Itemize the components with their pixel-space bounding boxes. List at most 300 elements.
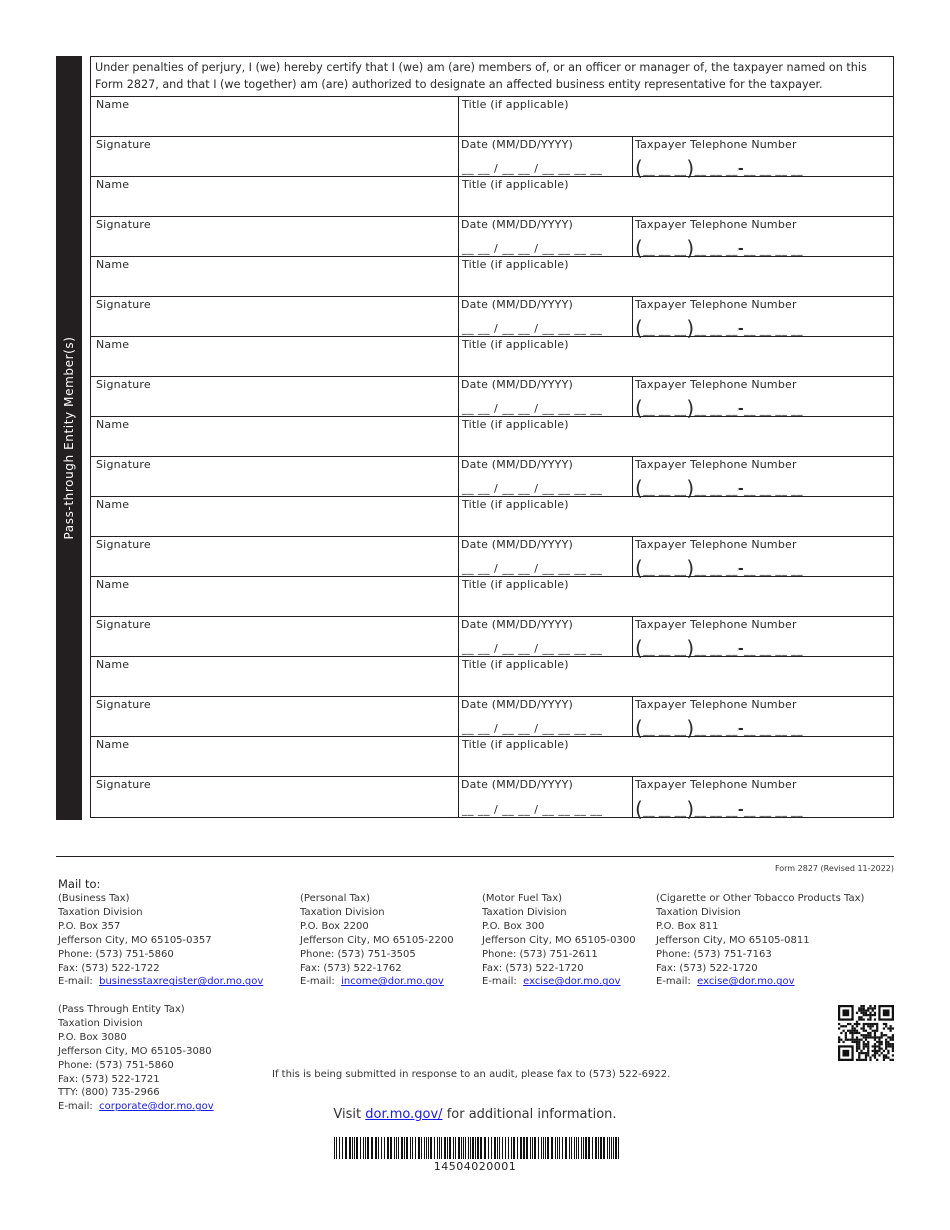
phone-field[interactable] — [633, 377, 893, 420]
barcode-bar — [352, 1137, 353, 1159]
title-label: Title (if applicable) — [462, 658, 569, 671]
qr-module — [854, 1039, 856, 1041]
qr-module — [854, 1030, 856, 1032]
barcode-bar — [434, 1137, 435, 1159]
name-field[interactable] — [91, 177, 459, 216]
address-personal-tax — [300, 892, 454, 989]
barcode-bar — [463, 1137, 464, 1159]
qr-module — [867, 1034, 869, 1036]
signature-field[interactable] — [91, 217, 459, 256]
qr-module — [872, 1025, 874, 1027]
barcode-bar — [360, 1137, 361, 1159]
phone-prefix-blank: __ __ __ — [694, 563, 738, 576]
phone-dash: - — [737, 161, 745, 177]
barcode-bar — [595, 1137, 597, 1159]
date-blank: __ __ / __ __ / __ __ __ __ — [462, 642, 603, 655]
qr-module — [867, 1048, 869, 1050]
barcode-bar — [387, 1137, 389, 1159]
qr-module — [876, 1025, 878, 1027]
name-field[interactable] — [91, 657, 459, 696]
member-signature-row — [91, 457, 893, 500]
qr-module — [858, 1023, 860, 1025]
qr-module — [863, 1018, 865, 1020]
address-box: P.O. Box 3080 — [58, 1031, 127, 1043]
phone-prefix-blank: __ __ __ — [694, 483, 738, 496]
phone-prefix-blank: __ __ __ — [694, 323, 738, 336]
qr-module — [863, 1045, 865, 1047]
qr-module — [887, 1041, 889, 1043]
barcode-bar — [356, 1137, 358, 1159]
barcode-bar — [334, 1137, 335, 1159]
address-box: P.O. Box 811 — [656, 920, 719, 932]
qr-module — [863, 1014, 865, 1016]
qr-module — [838, 1039, 840, 1041]
qr-module — [890, 1059, 892, 1061]
phone-field[interactable] — [633, 137, 893, 180]
qr-module — [874, 1039, 876, 1041]
barcode-bar — [526, 1137, 528, 1159]
website-link[interactable]: dor.mo.gov/ — [365, 1107, 443, 1122]
qr-module — [863, 1048, 865, 1050]
address-fax: Fax: (573) 522-1722 — [58, 962, 160, 974]
qr-module — [865, 1014, 867, 1016]
qr-module — [881, 1032, 883, 1034]
email-link[interactable]: excise@dor.mo.gov — [697, 976, 795, 988]
phone-field[interactable] — [633, 217, 893, 260]
date-label: Date (MM/DD/YYYY) — [461, 138, 573, 151]
signature-label: Signature — [96, 458, 151, 471]
phone-area-blank: __ __ __ — [643, 323, 687, 336]
qr-module — [874, 1043, 876, 1045]
qr-module — [878, 1048, 880, 1050]
title-field[interactable] — [459, 177, 893, 216]
barcode-bar — [543, 1137, 544, 1159]
qr-module — [890, 1043, 892, 1045]
qr-module — [858, 1039, 860, 1041]
qr-module — [892, 1059, 894, 1061]
email-link[interactable]: corporate@dor.mo.gov — [99, 1101, 214, 1113]
member-signature-row — [91, 217, 893, 260]
address-city: Jefferson City, MO 65105-2200 — [300, 934, 454, 946]
member-name-row — [91, 257, 893, 297]
qr-module — [856, 1045, 858, 1047]
phone-label: Taxpayer Telephone Number — [635, 218, 797, 231]
phone-prefix-blank: __ __ __ — [694, 804, 738, 817]
barcode-bar — [354, 1137, 355, 1159]
member-name-row — [91, 97, 893, 137]
barcode-bar — [415, 1137, 416, 1159]
address-division: Taxation Division — [482, 906, 567, 918]
audit-note: If this is being submitted in response to an audit, please fax to (573) 522-6922. — [272, 1069, 671, 1080]
name-field[interactable] — [91, 737, 459, 776]
qr-module — [860, 1039, 862, 1041]
title-field[interactable] — [459, 497, 893, 536]
qr-module — [874, 1005, 876, 1007]
name-label: Name — [96, 338, 130, 351]
member-signature-row — [91, 617, 893, 660]
barcode-bar — [574, 1137, 575, 1159]
address-box: P.O. Box 300 — [482, 920, 545, 932]
date-label: Date (MM/DD/YYYY) — [461, 618, 573, 631]
barcode-bar — [424, 1137, 425, 1159]
qr-module — [878, 1054, 880, 1056]
name-field[interactable] — [91, 497, 459, 536]
phone-close-paren: ) — [686, 396, 695, 420]
barcode-bar — [618, 1137, 619, 1159]
qr-module — [849, 1023, 851, 1025]
barcode-bar — [437, 1137, 438, 1159]
phone-dash: - — [737, 802, 745, 818]
barcode-bar — [609, 1137, 610, 1159]
qr-module — [856, 1012, 858, 1014]
signature-field[interactable] — [91, 297, 459, 336]
barcode-bar — [494, 1137, 496, 1159]
date-field[interactable] — [459, 617, 633, 656]
address-phone: Phone: (573) 751-2611 — [482, 948, 598, 960]
qr-module — [851, 1034, 853, 1036]
barcode-bar — [426, 1137, 427, 1159]
signature-field[interactable] — [91, 137, 459, 176]
phone-open-paren: ( — [635, 396, 644, 420]
name-label: Name — [96, 658, 130, 671]
qr-module — [876, 1041, 878, 1043]
qr-module — [872, 1023, 874, 1025]
phone-field[interactable] — [633, 457, 893, 500]
phone-field[interactable] — [633, 297, 893, 340]
signature-field[interactable] — [91, 537, 459, 576]
address-phone: Phone: (573) 751-3505 — [300, 948, 416, 960]
qr-module — [890, 1045, 892, 1047]
barcode-bar — [615, 1137, 617, 1159]
signature-field[interactable] — [91, 377, 459, 416]
phone-area-blank: __ __ __ — [643, 563, 687, 576]
phone-line-blank: __ __ __ __ — [744, 323, 803, 336]
phone-field[interactable] — [633, 617, 893, 660]
barcode-bar — [600, 1137, 602, 1159]
qr-module — [863, 1012, 865, 1014]
qr-module — [838, 1041, 840, 1043]
date-field[interactable] — [459, 217, 633, 256]
qr-module — [858, 1041, 860, 1043]
barcode-bar — [458, 1137, 460, 1159]
qr-module — [883, 1054, 885, 1056]
title-field[interactable] — [459, 657, 893, 696]
qr-module — [847, 1030, 849, 1032]
qr-module — [858, 1048, 860, 1050]
name-field[interactable] — [91, 257, 459, 296]
qr-module — [867, 1041, 869, 1043]
qr-module — [881, 1034, 883, 1036]
email-link[interactable]: businesstaxregister@dor.mo.gov — [99, 976, 264, 988]
qr-module — [858, 1045, 860, 1047]
qr-module — [874, 1036, 876, 1038]
signature-field[interactable] — [91, 697, 459, 736]
qr-module — [874, 1034, 876, 1036]
title-field[interactable] — [459, 257, 893, 296]
date-field[interactable] — [459, 137, 633, 176]
barcode-bar — [565, 1137, 567, 1159]
barcode-bar — [517, 1137, 518, 1159]
phone-line-blank: __ __ __ __ — [744, 403, 803, 416]
qr-module — [878, 1041, 880, 1043]
barcode-number: 14504020001 — [433, 1160, 517, 1173]
barcode-graphic — [334, 1137, 622, 1159]
name-label: Name — [96, 738, 130, 751]
barcode-bar — [375, 1137, 377, 1159]
phone-blank — [635, 318, 803, 338]
member-name-row — [91, 737, 893, 777]
name-label: Name — [96, 258, 130, 271]
barcode-bar — [508, 1137, 509, 1159]
visit-suffix: for additional information. — [442, 1107, 617, 1122]
qr-module — [867, 1032, 869, 1034]
date-field[interactable] — [459, 697, 633, 736]
qr-module — [872, 1045, 874, 1047]
date-field[interactable] — [459, 297, 633, 336]
email-link[interactable]: excise@dor.mo.gov — [523, 976, 621, 988]
qr-module — [887, 1027, 889, 1029]
name-field[interactable] — [91, 97, 459, 136]
date-field[interactable] — [459, 537, 633, 576]
phone-close-paren: ) — [686, 316, 695, 340]
qr-module — [872, 1050, 874, 1052]
date-label: Date (MM/DD/YYYY) — [461, 378, 573, 391]
barcode-bar — [418, 1137, 420, 1159]
title-field[interactable] — [459, 737, 893, 776]
phone-dash: - — [737, 641, 745, 657]
qr-module — [867, 1036, 869, 1038]
qr-module — [840, 1025, 842, 1027]
title-field[interactable] — [459, 97, 893, 136]
date-field[interactable] — [459, 457, 633, 496]
signature-label: Signature — [96, 698, 151, 711]
title-field[interactable] — [459, 577, 893, 616]
qr-module — [876, 1052, 878, 1054]
qr-module — [885, 1034, 887, 1036]
qr-module — [863, 1005, 865, 1007]
barcode-bar — [581, 1137, 582, 1159]
barcode-bar — [480, 1137, 482, 1159]
phone-blank — [635, 799, 803, 819]
name-field[interactable] — [91, 417, 459, 456]
member-signature-row — [91, 297, 893, 340]
qr-module — [869, 1016, 871, 1018]
address-division: Taxation Division — [58, 906, 143, 918]
sidebar-label: Pass-through Entity Member(s) — [62, 336, 76, 540]
phone-dash: - — [737, 401, 745, 417]
qr-module — [863, 1052, 865, 1054]
signature-field[interactable] — [91, 617, 459, 656]
address-email-row — [58, 975, 263, 989]
qr-module — [867, 1007, 869, 1009]
signature-field[interactable] — [91, 777, 459, 817]
address-type: (Business Tax) — [58, 893, 130, 904]
date-field[interactable] — [459, 377, 633, 416]
address-type: (Cigarette or Other Tobacco Products Tax) — [656, 893, 865, 904]
barcode-bar — [588, 1137, 590, 1159]
qr-module — [860, 1012, 862, 1014]
qr-module — [887, 1057, 889, 1059]
qr-code-graphic — [838, 1005, 894, 1061]
phone-area-blank: __ __ __ — [643, 723, 687, 736]
qr-module — [869, 1059, 871, 1061]
phone-blank — [635, 638, 803, 658]
phone-field[interactable] — [633, 777, 893, 821]
qr-module — [885, 1039, 887, 1041]
date-blank: __ __ / __ __ / __ __ __ __ — [462, 242, 603, 255]
phone-close-paren: ) — [686, 156, 695, 180]
qr-module — [851, 1027, 853, 1029]
barcode-bar — [421, 1137, 422, 1159]
qr-module — [856, 1050, 858, 1052]
date-blank: __ __ / __ __ / __ __ __ __ — [462, 322, 603, 335]
name-field[interactable] — [91, 577, 459, 616]
qr-module — [849, 1032, 851, 1034]
qr-module — [865, 1054, 867, 1056]
date-field[interactable] — [459, 777, 633, 817]
name-field[interactable] — [91, 337, 459, 376]
address-city: Jefferson City, MO 65105-0357 — [58, 934, 212, 946]
phone-line-blank: __ __ __ __ — [744, 804, 803, 817]
qr-module — [856, 1039, 858, 1041]
barcode-bar — [475, 1137, 476, 1159]
phone-field[interactable] — [633, 537, 893, 580]
qr-module — [854, 1027, 856, 1029]
phone-field[interactable] — [633, 697, 893, 740]
qr-module — [863, 1025, 865, 1027]
phone-close-paren: ) — [686, 236, 695, 260]
barcode-bar — [339, 1137, 340, 1159]
date-label: Date (MM/DD/YYYY) — [461, 538, 573, 551]
date-label: Date (MM/DD/YYYY) — [461, 698, 573, 711]
name-label: Name — [96, 498, 130, 511]
barcode-bar — [491, 1137, 492, 1159]
qr-module — [892, 1027, 894, 1029]
barcode-bar — [576, 1137, 577, 1159]
qr-module — [847, 1023, 849, 1025]
qr-module — [860, 1005, 862, 1007]
barcode-bar — [513, 1137, 515, 1159]
barcode-bar — [472, 1137, 474, 1159]
qr-module — [874, 1012, 876, 1014]
barcode-bar — [465, 1137, 466, 1159]
email-label: E-mail: — [482, 976, 517, 988]
address-email-row — [300, 975, 454, 989]
qr-module — [887, 1036, 889, 1038]
phone-line-blank: __ __ __ __ — [744, 723, 803, 736]
date-label: Date (MM/DD/YYYY) — [461, 778, 573, 791]
barcode-bar — [342, 1137, 343, 1159]
title-field[interactable] — [459, 417, 893, 456]
qr-module — [856, 1048, 858, 1050]
barcode-bar — [523, 1137, 525, 1159]
member-name-row — [91, 657, 893, 697]
barcode-bar — [611, 1137, 612, 1159]
qr-module — [869, 1005, 871, 1007]
name-label: Name — [96, 178, 130, 191]
phone-dash: - — [737, 721, 745, 737]
title-field[interactable] — [459, 337, 893, 376]
barcode-bar — [559, 1137, 560, 1159]
qr-module — [851, 1036, 853, 1038]
barcode-bar — [394, 1137, 395, 1159]
qr-module — [867, 1045, 869, 1047]
qr-module — [869, 1032, 871, 1034]
qr-module — [887, 1045, 889, 1047]
qr-module — [860, 1007, 862, 1009]
qr-module — [865, 1012, 867, 1014]
barcode-bar — [562, 1137, 563, 1159]
signature-field[interactable] — [91, 457, 459, 496]
qr-module — [872, 1054, 874, 1056]
phone-prefix-blank: __ __ __ — [694, 403, 738, 416]
phone-area-blank: __ __ __ — [643, 243, 687, 256]
qr-module — [856, 1030, 858, 1032]
qr-module — [876, 1045, 878, 1047]
qr-module — [865, 1030, 867, 1032]
barcode-bar — [603, 1137, 605, 1159]
qr-module — [869, 1014, 871, 1016]
qr-module — [876, 1059, 878, 1061]
qr-module — [863, 1036, 865, 1038]
qr-module — [872, 1036, 874, 1038]
barcode-bar — [477, 1137, 479, 1159]
qr-module — [874, 1018, 876, 1020]
barcode-bar — [607, 1137, 608, 1159]
barcode-bar — [336, 1137, 337, 1159]
barcode-bar — [398, 1137, 399, 1159]
date-label: Date (MM/DD/YYYY) — [461, 458, 573, 471]
barcode-bar — [381, 1137, 382, 1159]
qr-module — [854, 1032, 856, 1034]
phone-label: Taxpayer Telephone Number — [635, 538, 797, 551]
address-box: P.O. Box 357 — [58, 920, 121, 932]
qr-module — [874, 1050, 876, 1052]
phone-area-blank: __ __ __ — [643, 483, 687, 496]
barcode-bar — [396, 1137, 397, 1159]
qr-module — [881, 1052, 883, 1054]
qr-module — [863, 1043, 865, 1045]
qr-module — [845, 1032, 847, 1034]
qr-module — [849, 1030, 851, 1032]
qr-module — [869, 1057, 871, 1059]
qr-module — [869, 1007, 871, 1009]
qr-module — [876, 1027, 878, 1029]
address-box: P.O. Box 2200 — [300, 920, 369, 932]
title-label: Title (if applicable) — [462, 418, 569, 431]
qr-module — [842, 1050, 849, 1057]
phone-label: Taxpayer Telephone Number — [635, 618, 797, 631]
qr-module — [872, 1014, 874, 1016]
member-name-row — [91, 177, 893, 217]
qr-module — [860, 1018, 862, 1020]
qr-module — [892, 1034, 894, 1036]
qr-module — [867, 1050, 869, 1052]
barcode-bar — [598, 1137, 599, 1159]
barcode-bar — [538, 1137, 539, 1159]
qr-module — [851, 1025, 853, 1027]
qr-module — [851, 1039, 853, 1041]
barcode-bar — [449, 1137, 451, 1159]
email-link[interactable]: income@dor.mo.gov — [341, 976, 444, 988]
qr-module — [863, 1059, 865, 1061]
qr-module — [892, 1050, 894, 1052]
email-label: E-mail: — [58, 976, 93, 988]
member-signature-table — [90, 56, 894, 821]
address-type: (Personal Tax) — [300, 893, 370, 904]
barcode-bar — [571, 1137, 572, 1159]
qr-module — [856, 1021, 858, 1023]
